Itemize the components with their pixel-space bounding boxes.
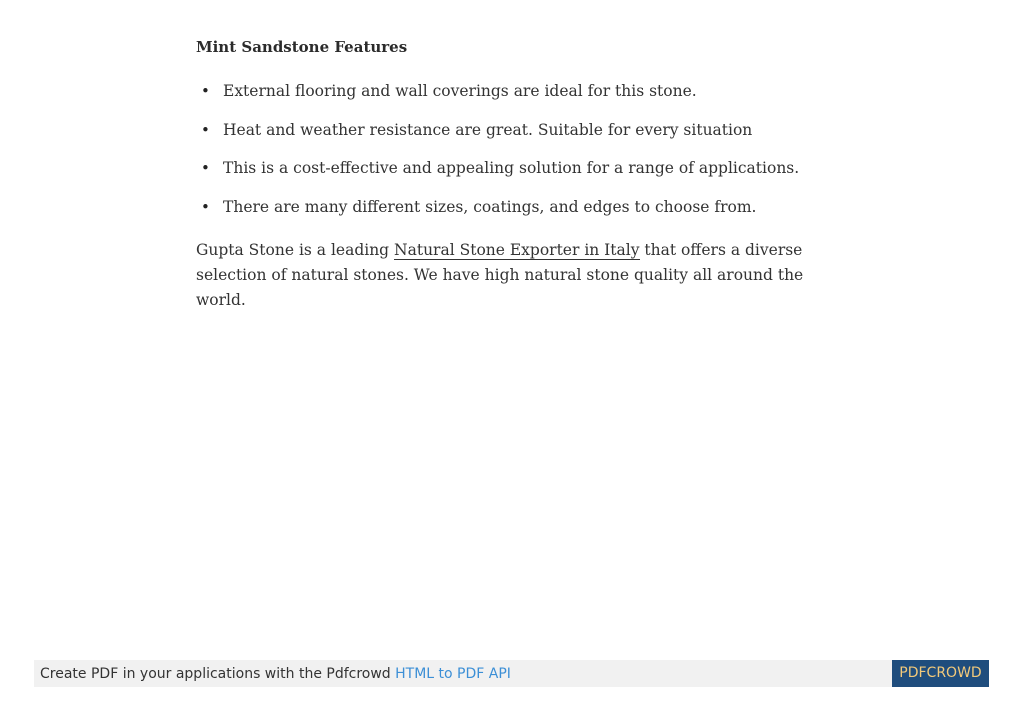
- paragraph-text-start: Gupta Stone is a leading: [196, 240, 395, 259]
- feature-text: There are many different sizes, coatings, and edges to choose from.: [223, 197, 757, 216]
- footer-text: [40, 665, 511, 683]
- bullet-icon: •: [201, 197, 210, 216]
- natural-stone-exporter-link[interactable]: Natural Stone Exporter in Italy: [394, 240, 640, 259]
- list-item: [196, 157, 836, 179]
- bullet-icon: •: [201, 120, 210, 139]
- section-heading: Mint Sandstone Features: [196, 38, 408, 56]
- features-list: [196, 80, 836, 218]
- list-item: [196, 196, 836, 218]
- feature-text: This is a cost-effective and appealing solution for a range of applications.: [223, 159, 800, 177]
- pdfcrowd-footer-bar: [34, 660, 989, 687]
- pdfcrowd-badge[interactable]: PDFCROWD: [892, 660, 989, 687]
- list-item: [196, 119, 836, 141]
- feature-text: External flooring and wall coverings are ideal for this stone.: [223, 82, 697, 100]
- bullet-icon: •: [201, 82, 210, 100]
- html-to-pdf-api-link[interactable]: HTML to PDF API: [395, 666, 511, 682]
- intro-paragraph: [196, 238, 836, 313]
- bullet-icon: •: [201, 159, 210, 177]
- feature-text: Heat and weather resistance are great. Suitable for every situation: [223, 120, 753, 139]
- paragraph-text-end: that offers a diverse selection of natural stones. We have high natural stone quality all around the world.: [196, 240, 804, 309]
- article-content: [196, 36, 836, 313]
- list-item: [196, 80, 836, 102]
- footer-message: Create PDF in your applications with the Pdfcrowd: [40, 666, 396, 682]
